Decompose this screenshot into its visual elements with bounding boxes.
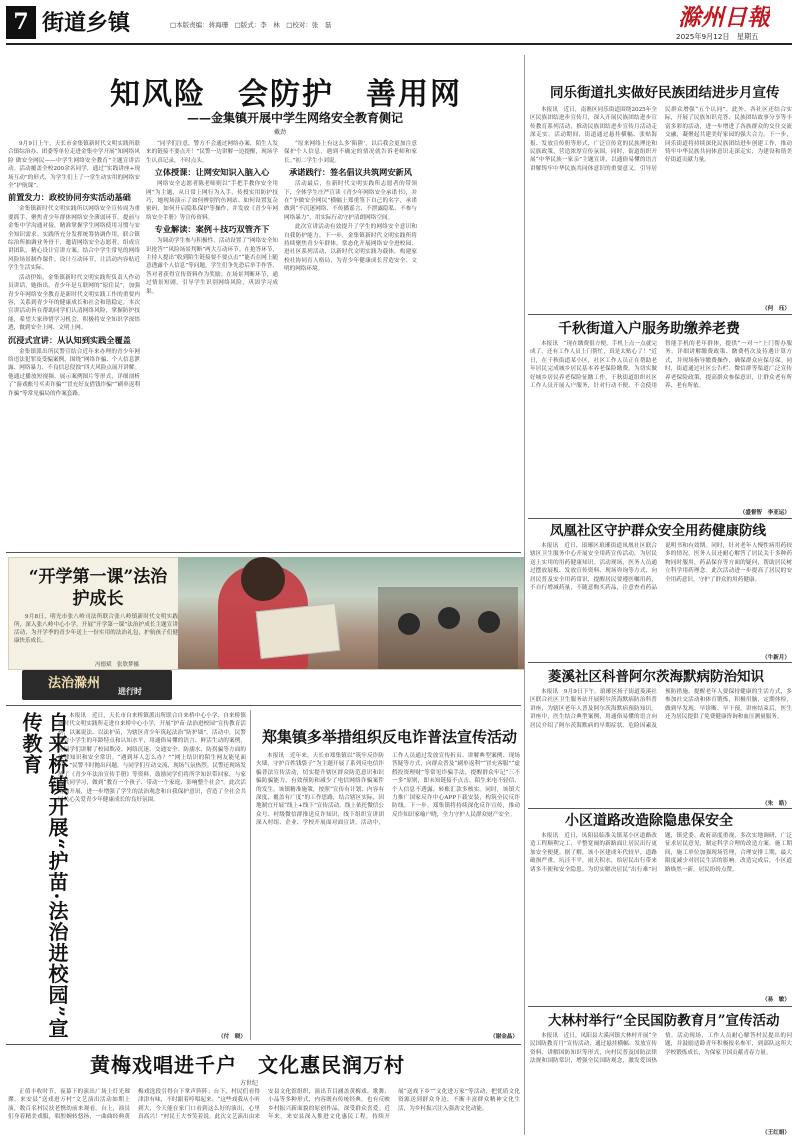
art3-signature: （付 晓） [218, 1034, 246, 1040]
art9-headline: 菱溪社区科普阿尔茨海默病防治知识 [548, 669, 764, 685]
art4-headline: 郑集镇多举措组织反电诈普法宣传活动 [262, 728, 518, 746]
art5-body: 正值丰收时节，夜幕下的演出广场上灯光璀璨，来安县“送戏进万村”文艺演出活动如期上演，数百名村民扶老携幼前来观看。台上，演员们身着精美戏服，唱腔婉转悠扬，一曲曲经典黄梅戏选段引得台下掌声阵阵；台下，村民们看得津津有味，不时跟着哼唱起来。“这些戏我从小听到大，今天能在家门口看到这么好的演出，心里真高兴！”村民王大爷笑着说。此次文艺演出由来安县文化馆组织，演出节目涵盖黄梅戏、歌舞、小品等多种形式，内容既有传统经典，也有反映乡村振兴新面貌的原创作品，深受群众喜爱。近年来，来安县深入推进文化惠民工程，持续开展“送戏下乡”“文化进万家”等活动，把优质文化资源送到群众身边，不断丰富群众精神文化生活，为乡村振兴注入强劲文化动能。 [8, 1089, 520, 1121]
art10-body: 本报讯 近日，凤阳县临淮关镇某小区道路改造工程顺利完工，平整宽阔的新路面让居民出行更加安全便捷。据了解，该小区建成年代较早，道路破损严重，坑洼不平，雨天积水，给居民出行带来诸多不便和安全隐患。为切实解决居民“出行难”问题，镇党委、政府高度重视，多次实地调研，广泛征求居民意见，制定科学合理的改造方案。施工期间，施工单位加强现场管理，合理安排工期，最大限度减少对居民生活的影响。改造完成后，小区道路焕然一新，居民纷纷点赞。 [530, 833, 792, 873]
divider-r1 [528, 314, 792, 315]
art1-col3: “原来网络上有这么多‘陷阱’，以后我会更加注意保护个人信息，遇到不确定的情况就告诉老师和家长。”初二学生小刘说。 承诺践行：签名倡议共筑网安新风 活动最后，在新时代文明实践所志愿者的带领下，全体学生庄严宣读《青少年网络安全承诺书》，并在“争做安全网民”横幅上郑重签下自己的名字，承诺做到“不沉迷网络、不传播谣言、不泄露隐私、不参与网络暴力”，用实际行动守护清朗网络空间。 此次宣讲活动有效提升了学生的网络安全意识和自我防护能力。下一步，金集镇新时代文明实践所将持续聚焦青少年群体，常态化开展网络安全进校园、进社区系列活动，以新时代文明实践为载体，构建家校社协同育人格局，为青少年健康成长营造安全、文明的网络环境。 [284, 141, 417, 273]
art7-body: 本报讯 “现在缴费很方便，手机上点一点就完成了，还有工作人员上门帮忙，真是太贴心了！”近日，在千秋街道某小区，社区工作人员正在帮助老年居民完成城乡居民基本养老保险缴费。为切实做好城乡居民养老保险征缴工作，千秋街道组织社区工作人员开展入户服务，针对行动不便、不会使用智能手机的老年群体，提供“一对一”上门帮办服务，详细讲解缴费政策、缴费档次及待遇计算方式，并现场指导缴费操作，确保群众应保尽保。同时，街道通过社区公告栏、微信群等渠道广泛宣传养老保险政策，提高群众参保意识，让群众老有所养、老有所依。 [530, 341, 792, 390]
art8-headline: 凤凰社区守护群众安全用药健康防线 [550, 523, 766, 539]
art4-signature: （谢金晶） [490, 1034, 518, 1040]
art10-signature: （易 敏） [762, 997, 790, 1003]
art8-body: 本报讯 近日，琅琊区琅琊街道凤凰社区联合辖区卫生服务中心开展安全用药宣传活动，为居民送上实用的用药健康知识。活动现场，医务人员通过摆放展板、发放宣传资料、现场咨询等方式，向居民普及安全用药常识，提醒居民要遵医嘱用药，不自行增减药量，不随意购买药品，注意查看药品说明书和有效期。同时，针对老年人慢性病用药较多的情况，医务人员还耐心解答了居民关于多种药物同时服用、药品保存等方面的疑问，帮助居民树立科学用药理念。此次活动进一步提高了居民的安全用药意识，守护了群众的用药健康。 [530, 543, 792, 592]
rule-of-law-logo: 法治滁州 进行时 [22, 670, 172, 700]
art2-photo-credit: 冯德斌 张欣梦摄 [95, 662, 140, 668]
art3-body: 本报讯 近日，天长市自来桥镇派出所联合自来桥中心小学、自来桥镇新时代文明实践所走进自来桥中心小学，开展“护苗·法治进校园”宣传教育活动，以案说法、以法护苗，为辖区青少年筑起法治“防护墙”。活动中，民警结合小学生的年龄特点和认知水平，用通俗易懂的语言、鲜活生动的案例，向同学们讲解了校园欺凌、网络沉迷、交通安全、防溺水、防拐骗等方面的法律知识和安全常识。“遇到坏人怎么办？”“网上结识的陌生网友能见面吗？”民警不时抛出问题，与同学们互动交流，现场气氛热烈。民警还现场发放了《青少年法治宣传手册》等资料，鼓励同学们将所学知识带回家，与家人共同学习，做到“教育一个孩子、带动一个家庭、影响整个社会”。此次活动的开展，进一步增强了学生的法治观念和自我保护意识，营造了全社会共同关心关爱青少年健康成长的良好氛围。 [58, 713, 246, 804]
page-number-box: 7 [6, 6, 36, 39]
divider-r5 [528, 1006, 792, 1007]
art2-lead: 9月8日，明光市张八岭司法所联合张八岭镇新时代文明实践所，深入张八岭中心小学，开展“开学第一课”法治护成长主题宣讲活动，为开学季的青少年送上一份实用的法治礼包，护航孩子们健康快乐成长。 [14, 614, 178, 644]
art2-headline: “开学第一课”法治护成长 [28, 567, 168, 609]
art9-signature: （朱 皓） [762, 801, 790, 807]
art5-headline: 黄梅戏唱进千户 文化惠民润万村 [90, 1053, 405, 1077]
section-title: 街道乡镇 [42, 10, 131, 36]
art11-signature: （王红娟） [762, 1130, 790, 1136]
art5-byline: 方世纪 [240, 1080, 259, 1087]
art1-col1: 9月9日上午，天长市金集镇新时代文明实践所联合镇综治办、团委等单位走进金集中学开展“知网络风险 做安全网民——中学生网络安全教育”主题宣讲活动。活动覆盖全校200余名同学，通过“实践讲座+现场互动”的形式，为学生们上了一堂生动实用的网络安全“护航课”。 前置发力：政校协同夯实活动基础 金集镇新时代文明实践所以网络安全宣传周为重要抓手，聚焦青少年群体网络安全薄弱环节，提前与金集中学沟通对接，精准掌握学生网络使用习惯与安全知识需求。实践所充分发挥统筹协调作用，联合镇综治所抽调业务骨干，邀请网络安全志愿者，组成宣讲团队，精心设计宣讲方案，结合中学生常见的网络风险场景制作课件，设计互动环节，让活动内容贴近学生生活实际。 活动伊始，金集镇新时代文明实践所负责人作动员讲话，她指出，青少年是互联网的“原住民”，加强青少年网络安全教育是新时代文明实践工作的重要内容，关系到青少年的健康成长和社会和谐稳定。本次宣讲活动旨在帮助同学们认清网络风险，掌握防护技能，希望大家珍惜学习机会，积极将安全知识学深悟透，做到安全上网、文明上网。 沉浸式宣讲：从认知到实践全覆盖 金集镇派出所民警宣结合近年来办理的青少年网络违法犯罪及受骗案例，围绕“网络诈骗、个人信息泄露、网络暴力、不良信息侵蚀”四大风险点展开讲解。他通过播放短视频、展示案例图片等形式，详细剖析了“游戏账号买卖诈骗”“冒充好友借钱诈骗”“刷单返利诈骗”等常见骗局的作案套路。 [8, 141, 140, 397]
art6-signature: （何 珏） [762, 306, 790, 312]
art1-subtitle: ——金集镇开展中学生网络安全教育侧记 [187, 111, 404, 125]
col-divider [524, 55, 525, 1135]
art8-signature: （牛新月） [762, 655, 790, 661]
divider-r4 [528, 808, 792, 809]
art1-col2: “同学们注意，警方不会通过网络办案，陌生人发来的链接不要点开！”民警一边讲解一边提醒，现场学生认真记录，不时点头。 立体授课：让网安知识入脑入心 网络安全志愿者陈老师则以“手把手教你安全用网”为主题，从日常上网行为入手，传授实用防护技巧，她现场演示了如何辨别钓鱼网站、如何设置复杂密码、如何开启隐私保护等操作，并发放《青少年网络安全手册》等宣传资料。 专业解读：案例＋技巧双管齐下 为调动学生参与积极性，活动设置了“网络安全知识抢答”“风险场景判断”两大互动环节。在抢答环节，主持人提出“收到陌生链接要不要点击”“能否在网上随意透露个人信息”等问题，学生们争先恐后举手作答，答对者获得宣传资料作为奖励；在场景判断环节，通过情景短剧，引导学生识别网络风险，巩固学习成果。 [146, 141, 278, 295]
paper-name-logo: 滁州日報 [678, 5, 770, 31]
art11-headline: 大林村举行“全民国防教育月”宣传活动 [548, 1013, 780, 1029]
art4-body: 本报讯 近年来，天长市郑集镇以“筑牢反诈防火墙，守护百姓钱袋子”为主题开展了系列反电信诈骗普法宣传活动，切实提升辖区群众防范意识和识骗防骗能力，有效预防和减少了电信网络诈骗案件的发生。该镇精准施策，按照“宣传有计划、内容有深度、覆盖有广度”的工作思路，结合辖区实际，因地制宜开展“线上+线下”宣传活动。线上依托微信公众号、村级微信群推送反诈知识，线下组织宣讲团深入村组、企业、学校开展面对面宣讲。活动中，工作人员通过发放宣传折页、讲解典型案例、现场答疑等方式，向群众普及“刷单返利”“冒充客服”“虚假投资理财”等常见诈骗手法，提醒群众牢记“三不一多”原则，即未知链接不点击、陌生来电不轻信、个人信息不透露、转账汇款多核实。同时，该镇大力推广国家反诈中心APP下载安装，构筑全民反诈防线。下一步，郑集镇将持续深化反诈宣传，推动反诈知识家喻户晓，全力守护人民群众财产安全。 [256, 753, 520, 827]
art9-body: 本报讯 9月9日下午，琅琊区扬子街道菱溪社区联合社区卫生服务站开展阿尔茨海默病防治科普讲座，为辖区老年人普及阿尔茨海默病预防知识。讲座中，医生结合典型案例，用通俗易懂的语言向居民介绍了阿尔茨海默病的早期症状、危险因素及预防措施，提醒老年人要保持健康的生活方式，多参加社交活动和体育锻炼，积极用脑，定期体检，做到早发现、早诊断、早干预。讲座结束后，医生还为居民提供了免费健康咨询和血压测量服务。 [530, 689, 792, 729]
art2-photo [178, 557, 524, 669]
art6-headline: 同乐街道扎实做好民族团结进步月宣传 [550, 85, 780, 101]
art10-headline: 小区道路改造除隐患保安全 [565, 813, 733, 829]
art3-headline: 自来桥镇开展“护苗·法治进校园”宣传教育 [19, 712, 69, 1039]
art1-byline: 戴劲 [274, 129, 287, 136]
issue-date: 2025年9月12日 星期五 [676, 32, 759, 41]
art11-body: 本报讯 近日，凤阳县大溪河镇大林村开展“全民国防教育月”宣传活动，通过悬挂横幅、发放宣传资料、讲解国防知识等形式，向村民普及国防法律法规和国防常识，增强全民国防观念，激发爱国热情。活动现场，工作人员耐心解答村民提出的问题，并鼓励适龄青年积极报名参军，到部队这所大学校锻炼成长，为保家卫国贡献青春力量。 [530, 1033, 792, 1065]
divider-r2 [528, 518, 792, 519]
editor-line: □本版责编：蒋海珊 □版式：李 林 □校对：张 磊 [170, 21, 332, 29]
art1-headline: 知风险 会防护 善用网 [110, 77, 462, 112]
art7-signature: （盛督智 李亚运） [739, 510, 790, 516]
divider-r3 [528, 662, 792, 663]
art7-headline: 千秋街道入户服务助缴养老费 [558, 321, 740, 337]
divider-mid-left [6, 705, 521, 706]
divider-art3 [250, 710, 251, 1040]
art6-body: 本报讯 近日，南谯区同乐街道围绕2025年全区民族团结进步宣传月，深入开展民族团结进步宣传教育系列活动，推动民族团结进步宣传月活动走深走实。活动期间，街道通过悬挂横幅、张贴海报、发放宣传册等形式，广泛宣传党的民族理论和民族政策，营造浓厚宣传氛围。同时，街道组织开展“中华民族一家亲”主题宣讲，以通俗易懂的语言讲解铸牢中华民族共同体意识的重要意义，引导居民群众增强“五个认同”。此外，各社区还结合实际，开展了民族知识竞答、民族团结故事分享等丰富多彩的活动，进一步增进了各族群众的交往交流交融，凝聚起共建美好家园的强大合力。下一步，同乐街道将持续深化民族团结进步创建工作，推动铸牢中华民族共同体意识走深走实，为建设和谐美好街道贡献力量。 [530, 107, 792, 172]
header-rule [6, 43, 792, 45]
divider-top-left [6, 552, 521, 553]
divider-bottom-left [6, 1044, 521, 1045]
